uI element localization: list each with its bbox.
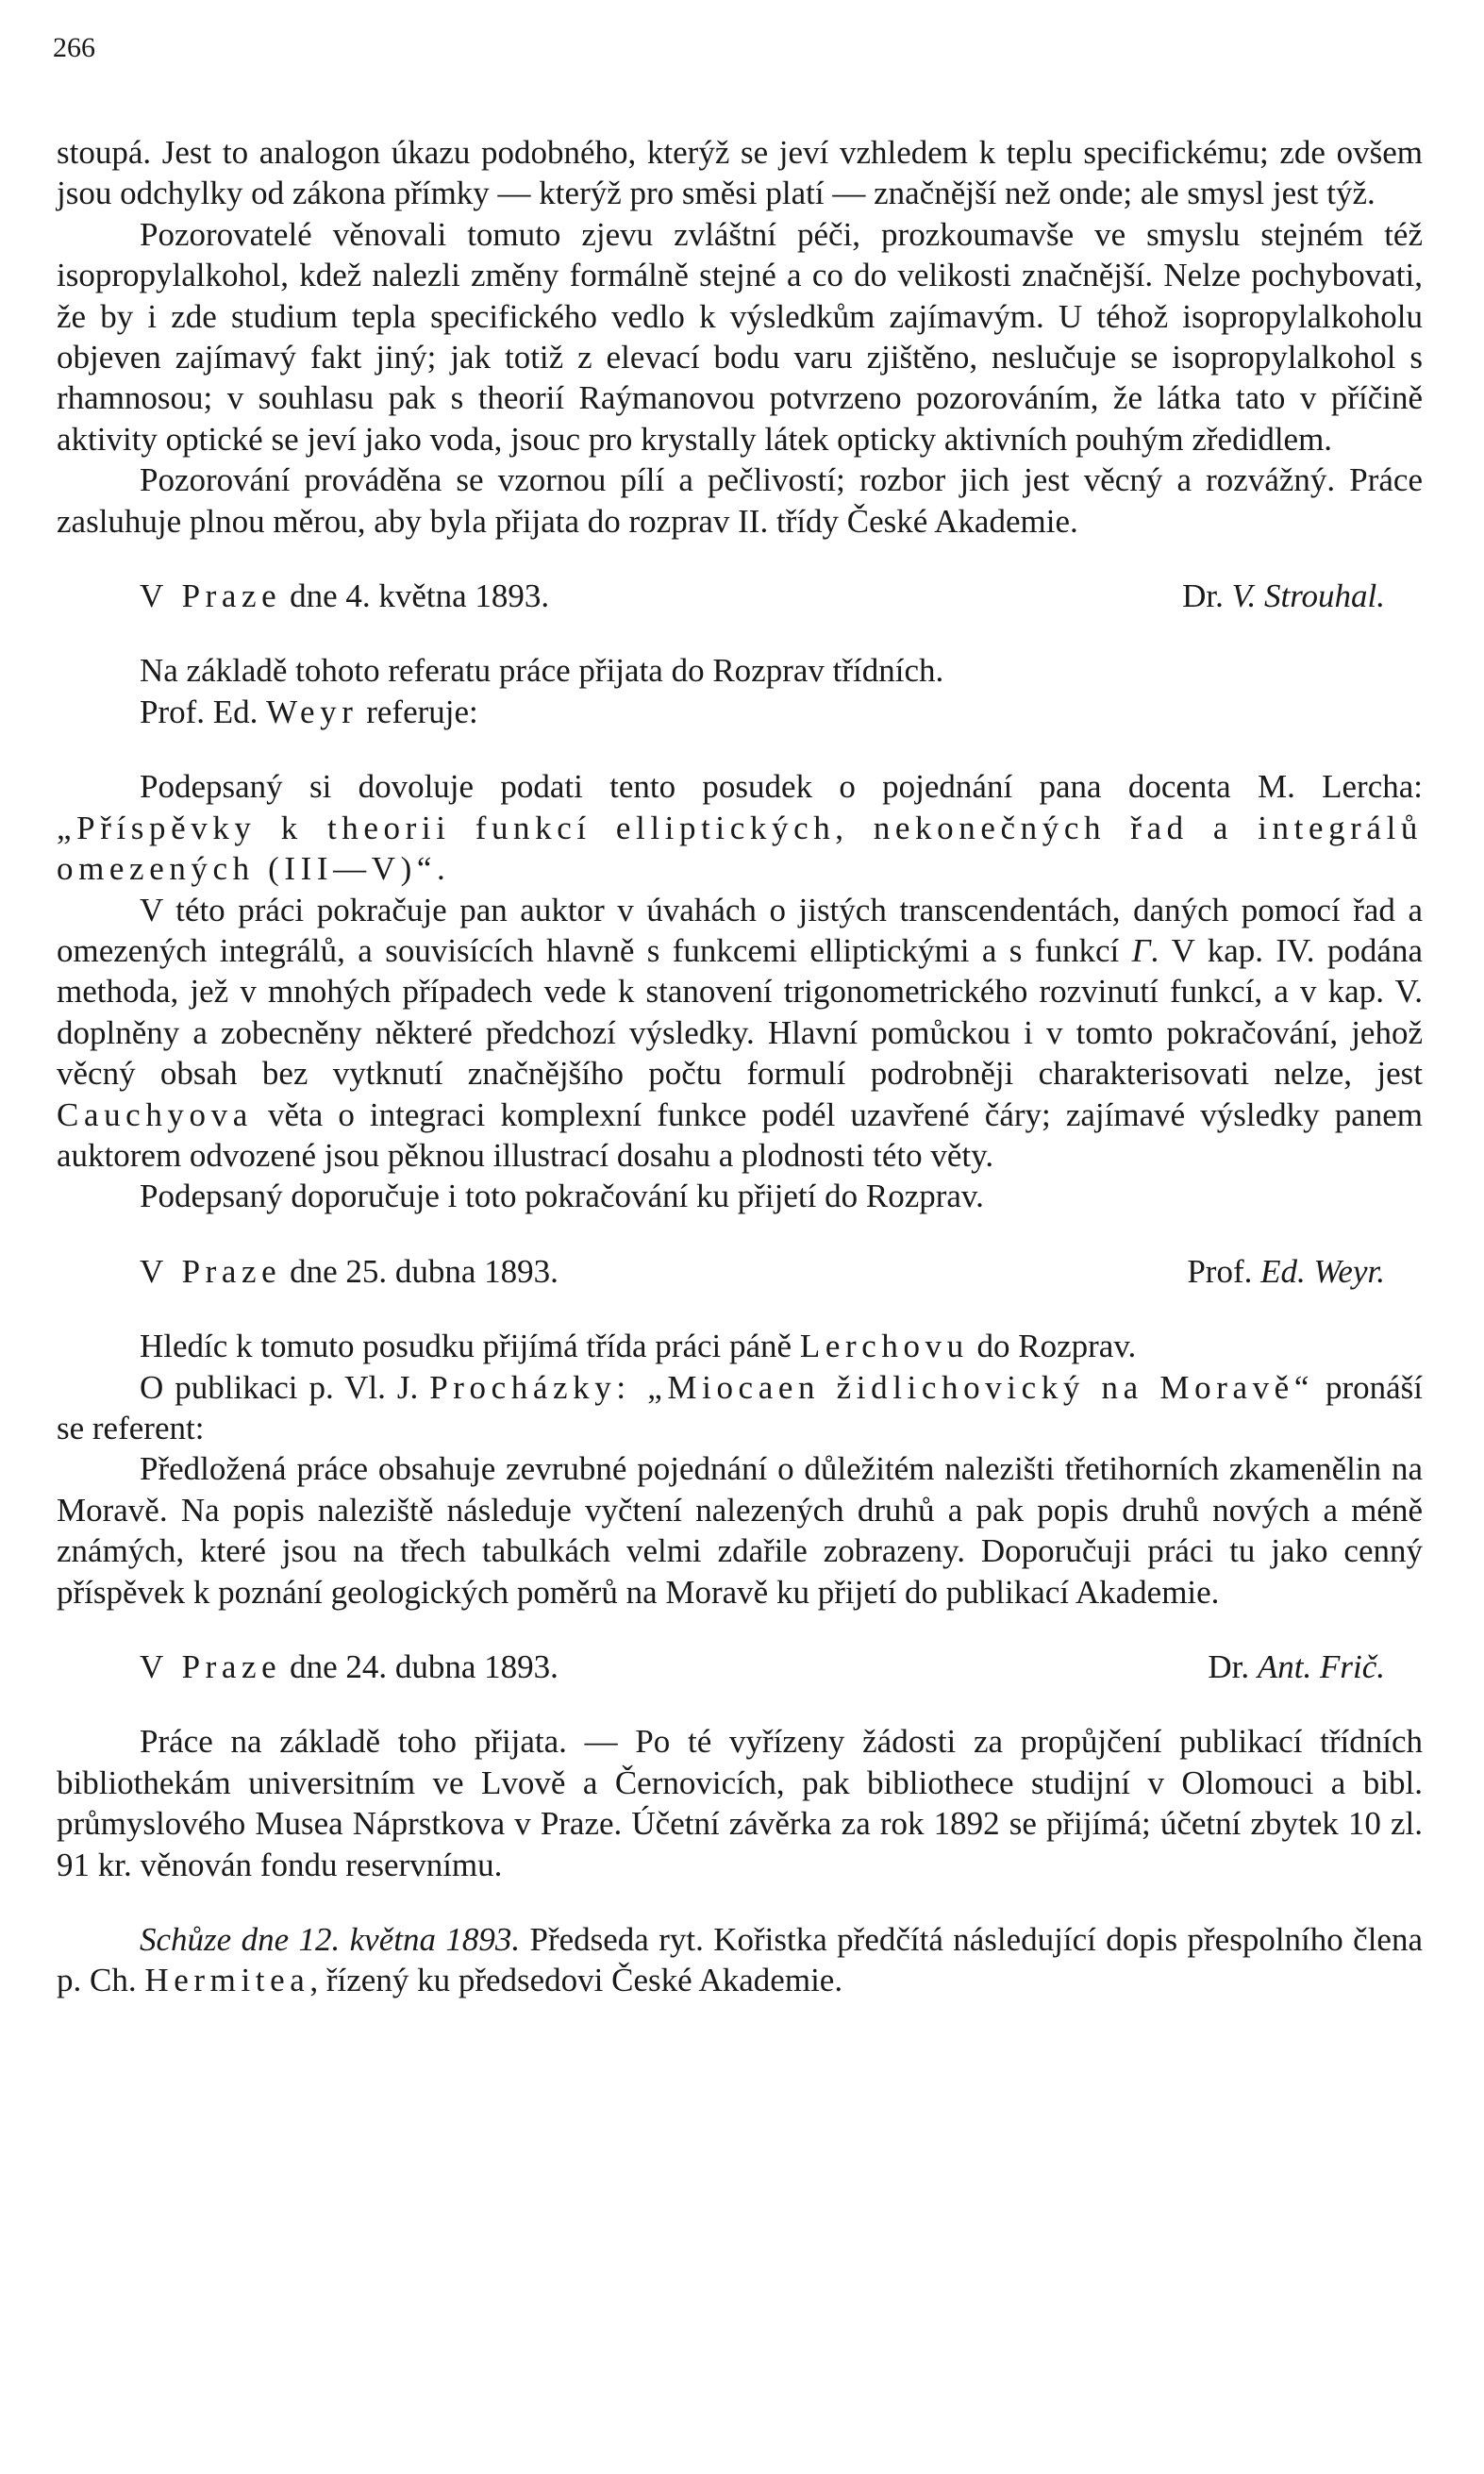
paragraph: Práce na základě toho přijata. — Po té vyřízeny žádosti za propůjčení publikací třídních bibliothekám universitním ve Lvově a Černovicích, pak bibliothece studijní v Olomouci a bibl. průmyslového Musea Náprstkova v Praze. Účetní závěrka za rok 1892 se přijímá; účetní zbytek 10 zl. 91 kr. věnován fondu reservnímu. <box>57 1723 1423 1883</box>
paragraph: Pozorování prováděna se vzornou pílí a pečlivostí; rozbor jich jest věcný a rozvážný. Práce zasluhuje plnou měrou, aby byla přijata do rozprav II. třídy České Akademie. <box>57 461 1423 540</box>
paragraph: Na základě tohoto referatu práce přijata do Rozprav třídních. <box>140 652 944 690</box>
paragraph: Pozorovatelé věnovali tomuto zjevu zvláštní péči, prozkoumavše ve smyslu stejném též isopropylalkohol, kdež nalezli změny formálně stejné a co do velikosti značnější. Nelze pochybovati, že by i zde studium tepla specifického vedlo k výsledkům zajímavým. U téhož isopropylalkoholu objeven zajímavý fakt jiný; jak totiž z elevací bodu varu zjištěno, neslučuje se isopropylalkohol s rhamnosou; v souhlasu pak s theorií Raýmanovou potvrzeno pozorováním, že látka tato v příčině aktivity optické se jeví jako voda, jsouc pro krystally látek opticky aktivních pouhým zředidlem. <box>57 215 1423 458</box>
page-number: 266 <box>53 32 95 63</box>
signature-name: Prof. Ed. Weyr. <box>1187 1252 1385 1290</box>
paragraph: O publikaci p. Vl. J. Procházky: „Miocaen židlichovický na Moravě“ pronáší se referent: <box>57 1368 1423 1446</box>
paragraph: Podepsaný si dovoluje podati tento posudek o pojednání pana docenta M. Lercha: „Příspěvky k theorii funkcí elliptických, nekonečných řad a integrálů omezených (III—V)“. <box>57 768 1423 888</box>
signature-place-date: V Praze dne 25. dubna 1893. <box>140 1252 559 1290</box>
paragraph: Hledíc k tomuto posudku přijímá třída práci páně Lerchovu do Rozprav. <box>140 1328 1137 1365</box>
signature-line <box>57 1251 1423 1292</box>
signature-line <box>57 1647 1423 1687</box>
signature-name: Dr. V. Strouhal. <box>1182 577 1385 615</box>
paragraph: Schůze dne 12. května 1893. Předseda ryt. Kořistka předčítá následující dopis přespolního člena p. Ch. Hermitea, řízený ku předsedovi České Akademie. <box>57 1921 1423 1999</box>
signature-place-date: V Praze dne 24. dubna 1893. <box>140 1648 559 1685</box>
paragraph: Podepsaný doporučuje i toto pokračování ku přijetí do Rozprav. <box>140 1178 984 1215</box>
paragraph: stoupá. Jest to analogon úkazu podobného, kterýž se jeví vzhledem k teplu specifickému; zde ovšem jsou odchylky od zákona přímky — kterýž pro směsi platí — značnější než onde; ale smysl jest týž. <box>57 134 1423 212</box>
paragraph: Předložená práce obsahuje zevrubné pojednání o důležitém nalezišti třetihorních zkamenělin na Moravě. Na popis naleziště následuje vyčtení nalezených druhů a pak popis druhů nových a méně známých, které jsou na třech tabulkách velmi zdařile zobrazeny. Doporučuji práci tu jako cenný příspěvek k poznání geologických poměrů na Moravě ku přijetí do publikací Akademie. <box>57 1450 1423 1611</box>
signature-line <box>57 576 1423 616</box>
body-text <box>57 132 1423 2001</box>
signature-place-date: V Praze dne 4. května 1893. <box>140 577 550 615</box>
paragraph: Prof. Ed. Weyr referuje: <box>140 693 478 730</box>
signature-name: Dr. Ant. Frič. <box>1208 1648 1385 1685</box>
paragraph: V této práci pokračuje pan auktor v úvahách o jistých transcendentách, daných pomocí řad a omezených integrálů, a souvisících hlavně s funkcemi elliptickými a s funkcí Γ. V kap. IV. podána methoda, jež v mnohých případech vede k stanovení trigonometrického rozvinutí funkcí, a v kap. V. doplněny a zobecněny některé předchozí výsledky. Hlavní pomůckou i v tomto pokračování, jehož věcný obsah bez vytknutí značnějšího počtu formulí podrobněji charakterisovati nelze, jest Cauchyova věta o integraci komplexní funkce podél uzavřené čáry; zajímavé výsledky panem auktorem odvozené jsou pěknou illustrací dosahu a plodnosti této věty. <box>57 891 1424 1174</box>
